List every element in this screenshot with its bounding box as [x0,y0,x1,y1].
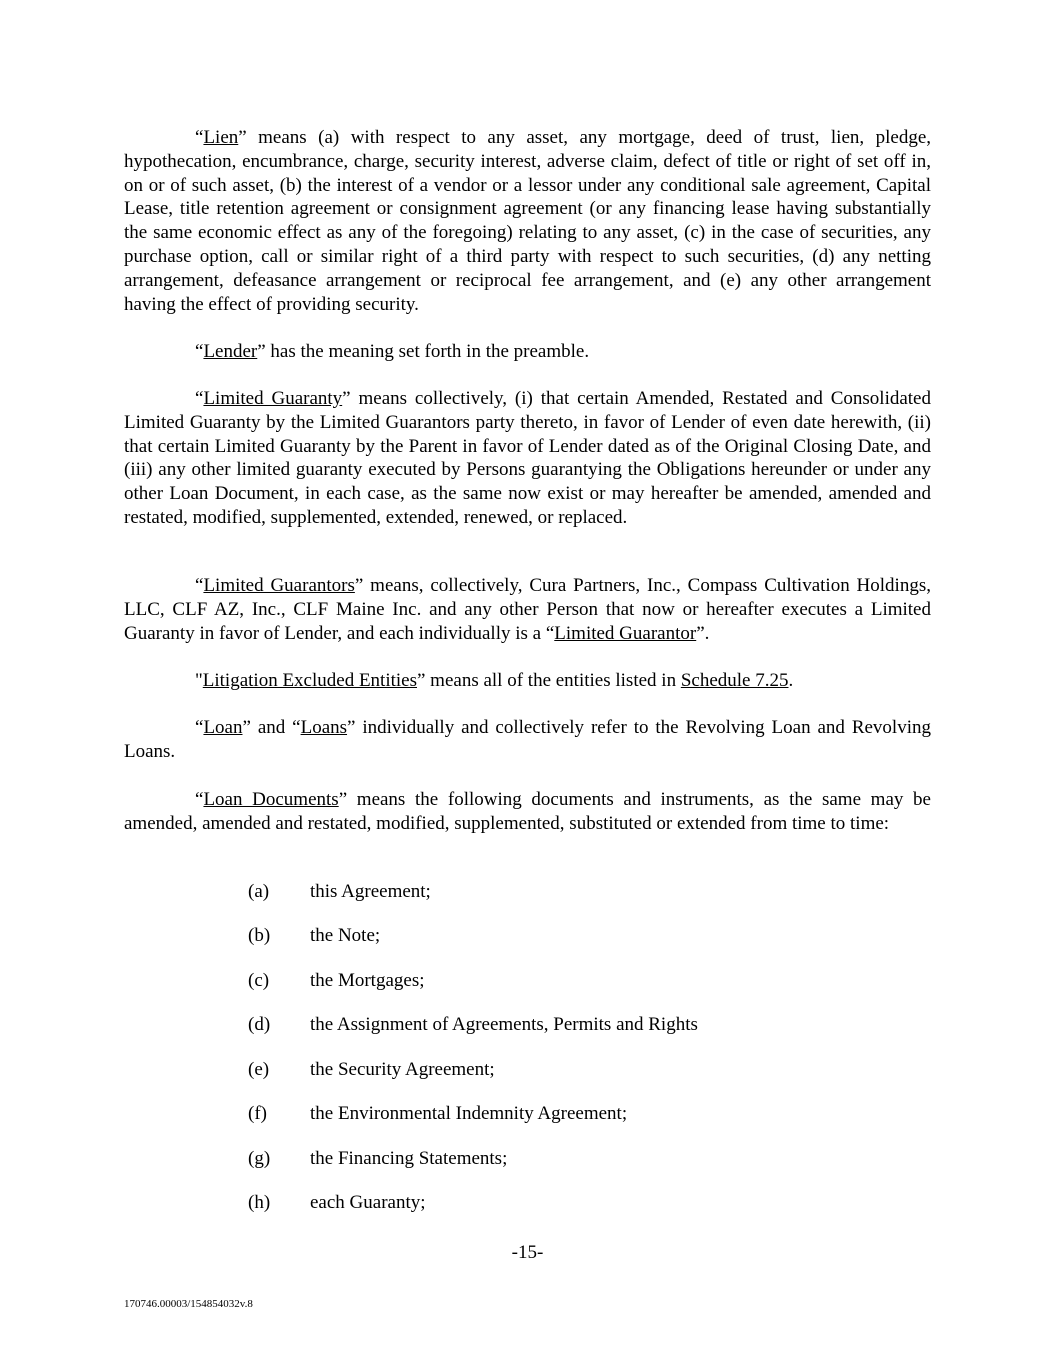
defined-term-litigation-excluded-entities: Litigation Excluded Entities [202,670,417,691]
list-item-text: the Environmental Indemnity Agreement; [310,1103,628,1124]
definition-tail: ”. [696,622,710,644]
definition-loan [124,716,931,764]
list-item-text: each Guaranty; [310,1192,426,1213]
quote-open: “ [195,789,204,810]
defined-term-loan-documents: Loan Documents [203,789,339,810]
list-item-label: (g) [248,1148,271,1169]
list-item-text: the Assignment of Agreements, Permits and Rights [310,1014,698,1035]
definition-litigation-excluded-entities [124,669,931,693]
list-item-label: (b) [248,925,271,946]
list-item-label: (a) [248,881,270,902]
quote-open: “ [195,717,204,738]
definition-text: ” has the meaning set forth in the preamble. [257,341,590,362]
definition-tail: . [788,670,794,691]
defined-term-limited-guaranty: Limited Guaranty [203,388,343,409]
quote-open: “ [195,575,204,596]
definition-text: ” means collectively, (i) that certain Amended, Restated and Consolidated Limited Guaranty by the Limited Guarantors party thereto, in favor of Lender of even date herewith, (ii) that certain Limited Guaranty by the Parent in favor of Lender dated as of the Original Closing Date, and (iii) any other limited guaranty executed by Persons guarantying the Obligations hereunder or under any other Loan Document, in each case, as the same now exist or may hereafter be amended, amended and restated, modified, supplemented, extended, renewed, or replaced. [124,388,931,528]
page-number: -15- [511,1242,544,1263]
schedule-reference: Schedule 7.25 [680,670,789,691]
list-item [248,924,380,948]
definition-lender [124,340,931,364]
list-item-text: the Mortgages; [310,970,425,991]
list-item-label: (f) [248,1103,267,1124]
defined-term-loan: Loan [203,717,243,738]
list-item-label: (e) [248,1059,270,1080]
list-item-label: (c) [248,970,270,991]
list-item-label: (d) [248,1014,271,1035]
definition-text: ” means all of the entities listed in [417,670,681,691]
definition-connector: ” and “ [242,717,301,738]
definition-limited-guarantors [124,574,931,645]
list-item [248,969,425,993]
definition-loan-documents [124,788,931,836]
defined-term-limited-guarantor: Limited Guarantor [554,622,697,644]
definition-text: ” means the following documents and instruments, as the same may be amended, amended and restated, modified, supplemented, substituted or extended from time to time: [124,789,931,834]
list-item [248,1191,426,1215]
defined-term-limited-guarantors: Limited Guarantors [203,575,355,596]
defined-term-lien: Lien [203,127,239,148]
defined-term-lender: Lender [203,341,258,362]
list-item-text: the Note; [310,925,381,946]
definition-text: ” means (a) with respect to any asset, any mortgage, deed of trust, lien, pledge, hypothecation, encumbrance, charge, security interest, adverse claim, defect of title or right of set off in, on or of such asset, (b) the interest of a vendor or a lessor under any conditional sale agreement, Capital Lease, title retention agreement or consignment agreement (or any financing lease having substantially the same economic effect as any of the foregoing) relating to any asset, (c) in the case of securities, any purchase option, call or similar right of a third party with respect to such securities, (d) any netting arrangement, defeasance arrangement or reciprocal fee arrangement, and (e) any other arrangement having the effect of providing security. [124,127,931,315]
list-item-text: this Agreement; [310,881,431,902]
list-item [248,1013,698,1037]
definition-limited-guaranty [124,387,931,530]
quote-open: " [195,670,203,691]
definition-lien [124,126,931,316]
quote-open: “ [195,341,204,362]
list-item-text: the Security Agreement; [310,1059,495,1080]
list-item [248,1058,495,1082]
quote-open: “ [195,127,204,148]
list-item [248,1102,627,1126]
list-item-text: the Financing Statements; [310,1148,508,1169]
definition-text: ” means, collectively, Cura Partners, Inc., Compass Cultivation Holdings, LLC, CLF AZ, Inc., CLF Maine Inc. and any other Person that now or hereafter executes a Limited Guaranty in favor of Lender, and each individually is a “ [124,575,931,644]
list-item [248,880,431,904]
definition-text: ” individually and collectively refer to the Revolving Loan and Revolving Loans. [124,717,931,762]
defined-term-loans: Loans [300,717,348,738]
document-id: 170746.00003/154854032v.8 [124,1298,253,1310]
list-item [248,1147,507,1171]
quote-open: “ [195,388,204,409]
list-item-label: (h) [248,1192,271,1213]
